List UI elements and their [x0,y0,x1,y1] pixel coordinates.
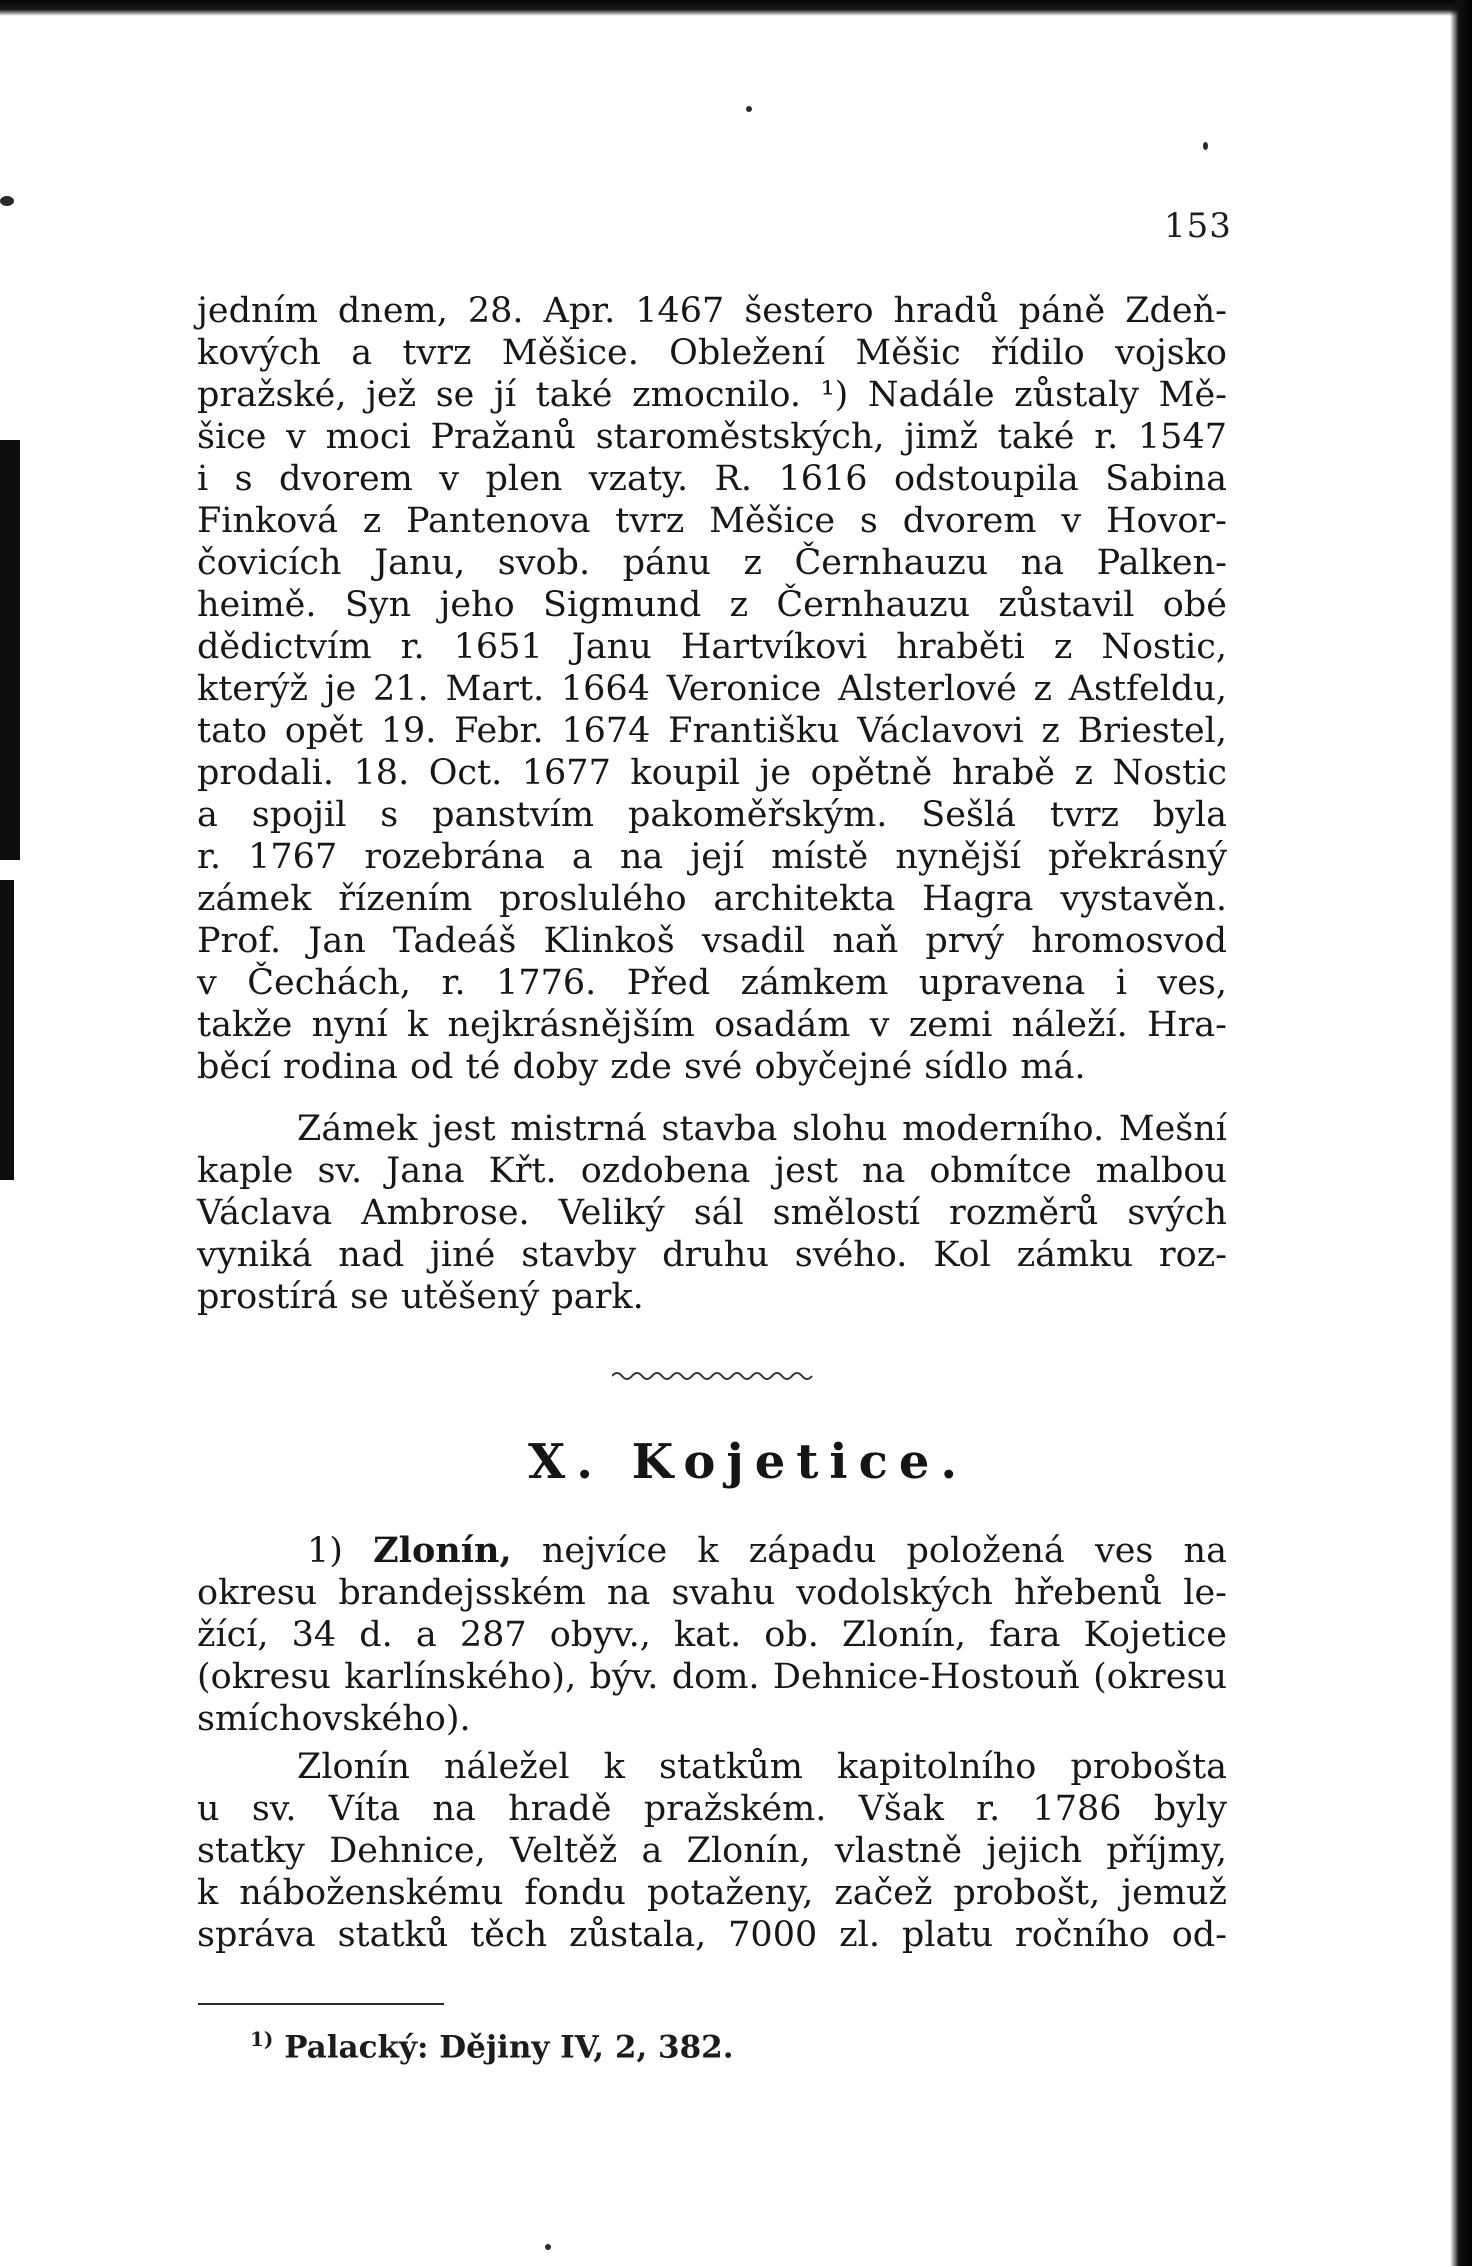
text-line: statky Dehnice, Veltěž a Zlonín, vlastně jejich příjmy, [197,1831,1227,1871]
text-line: i s dvorem v plen vzaty. R. 1616 odstoupila Sabina [197,459,1227,499]
scan-speck [746,106,752,112]
text-line: a spojil s panstvím pakoměřským. Sešlá tvrz byla [197,795,1227,835]
text-line: u sv. Víta na hradě pražském. Však r. 1786 byly [197,1789,1227,1829]
paragraph-history [197,290,1227,1088]
text-line: Václava Ambrose. Veliký sál smělostí rozměrů svých [197,1193,1227,1233]
text-line: vyniká nad jiné stavby druhu svého. Kol zámku roz- [197,1235,1227,1275]
text-line: (okresu karlínského), býv. dom. Dehnice-Hostouň (okresu [197,1657,1227,1697]
text-line: kterýž je 21. Mart. 1664 Veronice Alsterlové z Astfeldu, [197,669,1227,709]
paragraph-zlonin-history [197,1746,1227,1956]
text-line: kových a tvrz Měšice. Obležení Měšic řídilo vojsko [197,333,1227,373]
scan-edge-top [0,0,1472,16]
footnote-rule [198,2003,444,2005]
text-line: takže nyní k nejkrásnějším osadám v zemi náleží. Hra- [197,1005,1227,1045]
text-line: čovicích Janu, svob. pánu z Černhauzu na Palken- [197,543,1227,583]
text-line: prodali. 18. Oct. 1677 koupil je opětně hrabě z Nostic [197,753,1227,793]
text-line: dědictvím r. 1651 Janu Hartvíkovi hraběti z Nostic, [197,627,1227,667]
footnote-text: Palacký: Dějiny IV, 2, 382. [284,2029,734,2066]
text-line: zámek řízením proslulého architekta Hagra vystavěn. [197,879,1227,919]
text-line: smíchovského). [197,1699,471,1739]
chapter-heading: X. Kojetice. [528,1434,969,1490]
wave-ornament-icon [612,1368,817,1384]
text-line: v Čechách, r. 1776. Před zámkem upravena i ves, [197,963,1227,1003]
section-zlonin [197,1530,1227,1740]
text-line: Prof. Jan Tadeáš Klinkoš vsadil naň prvý hromosvod [197,921,1227,961]
text-line: pražské, jež se jí také zmocnilo. ¹) Nadále zůstaly Mě- [197,375,1227,415]
paragraph-castle [197,1108,1227,1318]
text-line: běcí rodina od té doby zde své obyčejné sídlo má. [197,1047,1086,1087]
text-line: k náboženskému fondu potaženy, začež probošt, jemuž [197,1873,1227,1913]
text-line: šice v moci Pražanů staroměstských, jimž také r. 1547 [197,417,1227,457]
scan-edge-right [1450,0,1472,2266]
text-line: Finková z Pantenova tvrz Měšice s dvorem v Hovor- [197,501,1227,541]
section-separator [612,1368,817,1384]
text-line: nejvíce k západu položená ves na [541,1531,1227,1571]
text-line: heimě. Syn jeho Sigmund z Černhauzu zůstavil obé [197,585,1227,625]
text-line: žící, 34 d. a 287 obyv., kat. ob. Zlonín, fara Kojetice [197,1615,1227,1655]
footnote-marker: 1) [250,2027,274,2051]
footnote [250,2027,734,2065]
text-line: kaple sv. Jana Křt. ozdobena jest na obmítce malbou [197,1151,1227,1191]
text-line: okresu brandejsském na svahu vodolských hřebenů le- [197,1573,1227,1613]
place-name: Zlonín, [373,1530,512,1571]
text-line: správa statků těch zůstala, 7000 zl. platu ročního od- [197,1915,1227,1955]
scan-speck [545,2244,551,2250]
text-line: Zlonín náležel k statkům kapitolního proboštа [297,1747,1227,1787]
page-number: 153 [1164,206,1232,246]
scan-edge-left [0,880,14,1180]
scan-edge-left [0,440,20,860]
scan-speck [1203,142,1208,150]
section-number: 1) [307,1531,343,1571]
text-line: r. 1767 rozebrána a na její místě nynější překrásný [197,837,1227,877]
text-line: prostírá se utěšený park. [197,1277,644,1317]
text-line: Zámek jest mistrná stavba slohu moderního. Mešní [297,1109,1227,1149]
scan-speck [0,196,14,206]
text-line: tato opět 19. Febr. 1674 Františku Václavovi z Briestel, [197,711,1227,751]
text-line: jedním dnem, 28. Apr. 1467 šestero hradů páně Zdeň- [197,291,1227,331]
section-first-line [197,1530,1227,1572]
